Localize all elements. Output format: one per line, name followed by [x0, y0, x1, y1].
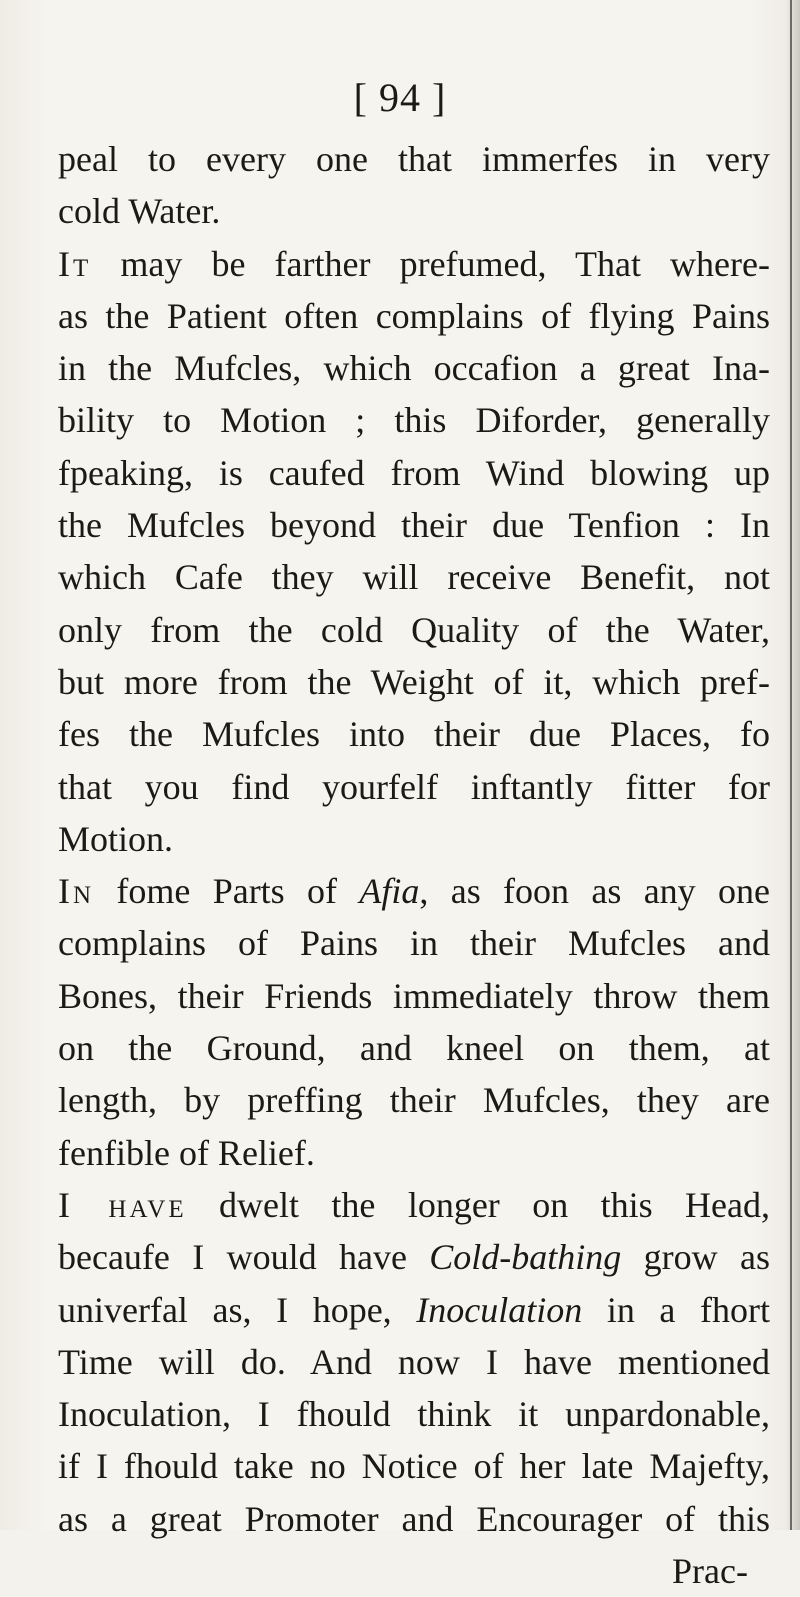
text-line — [58, 342, 770, 394]
text-run: if I fhould take no Notice of her late Majefty, — [58, 1446, 770, 1487]
text-line — [58, 1388, 770, 1440]
text-run: Inoculation, I fhould think it unpardonable, — [58, 1394, 770, 1435]
text-run: may be farther prefumed, That where- — [91, 243, 770, 284]
text-run: only from the cold Quality of the Water, — [58, 609, 770, 650]
text-line — [58, 238, 770, 290]
text-run: fes the Mufcles into their due Places, fo — [58, 714, 770, 755]
text-line — [58, 551, 770, 603]
text-line — [58, 290, 770, 342]
text-run: bility to Motion ; this Diforder, generally — [58, 400, 770, 441]
text-line — [58, 656, 770, 708]
text-run: peal to every one that immerfes in very — [58, 139, 770, 179]
text-run: univerfal as, I hope, — [58, 1289, 417, 1330]
text-run: fpeaking, is caufed from Wind blowing up — [58, 452, 770, 493]
text-run: as a great Promoter and Encourager of this — [58, 1498, 770, 1539]
text-run: in the Mufcles, which occafion a great Ina- — [58, 348, 770, 389]
page-edge-line — [790, 0, 792, 1530]
text-run: cold Water. — [58, 191, 221, 232]
text-line — [58, 604, 770, 656]
text-line — [58, 917, 770, 969]
text-line — [58, 761, 770, 813]
text-run: but more from the Weight of it, which pref- — [58, 661, 770, 702]
page-number: [ 94 ] — [353, 75, 447, 120]
text-run: dwelt the longer on this Head, — [186, 1184, 771, 1225]
italic-text: Afia — [359, 871, 420, 912]
text-run: Time will do. And now I have mentioned — [58, 1341, 770, 1382]
text-line — [58, 1284, 770, 1336]
text-run: Bones, their Friends immediately throw them — [58, 975, 770, 1016]
small-caps-text: It — [58, 243, 92, 284]
text-run: length, by preffing their Mufcles, they are — [58, 1080, 770, 1121]
italic-text: Inoculation — [416, 1289, 583, 1330]
text-line — [58, 1493, 770, 1545]
text-line — [58, 1440, 770, 1492]
text-run: in a fhort — [582, 1289, 770, 1330]
text-run: fome Parts of — [94, 871, 360, 912]
text-line — [58, 813, 770, 865]
page-edge-shadow — [786, 0, 800, 1530]
text-line — [58, 185, 770, 237]
text-run: , as foon as any one — [419, 871, 770, 912]
text-run: fenfible of Relief. — [58, 1132, 315, 1173]
text-line — [58, 394, 770, 446]
text-run: grow as — [621, 1237, 770, 1278]
text-line — [58, 1231, 770, 1283]
text-line — [58, 865, 770, 917]
text-run: complains of Pains in their Mufcles and — [58, 923, 770, 964]
text-run: which Cafe they will receive Benefit, not — [58, 557, 770, 598]
text-line — [58, 1179, 770, 1231]
text-run: as the Patient often complains of flying Pains — [58, 295, 770, 336]
text-line — [58, 133, 770, 185]
text-line — [58, 447, 770, 499]
text-run: Prac- — [672, 1551, 748, 1592]
text-run: the Mufcles beyond their due Tenfion : In — [58, 505, 770, 546]
text-run: becaufe I would have — [58, 1237, 430, 1278]
text-line — [58, 1074, 770, 1126]
text-line — [58, 499, 770, 551]
body-text — [58, 133, 770, 1597]
italic-text: Cold-bathing — [429, 1237, 622, 1278]
text-line — [58, 970, 770, 1022]
text-run: Motion. — [58, 818, 174, 859]
text-line — [58, 708, 770, 760]
text-line — [58, 1336, 770, 1388]
text-line — [58, 1545, 770, 1597]
text-run: that you find yourfelf inftantly fitter for — [58, 766, 770, 807]
text-line — [58, 1022, 770, 1074]
small-caps-text: In — [58, 871, 95, 912]
small-caps-text: I have — [58, 1184, 187, 1225]
text-run: on the Ground, and kneel on them, at — [58, 1028, 770, 1069]
text-line — [58, 1127, 770, 1179]
